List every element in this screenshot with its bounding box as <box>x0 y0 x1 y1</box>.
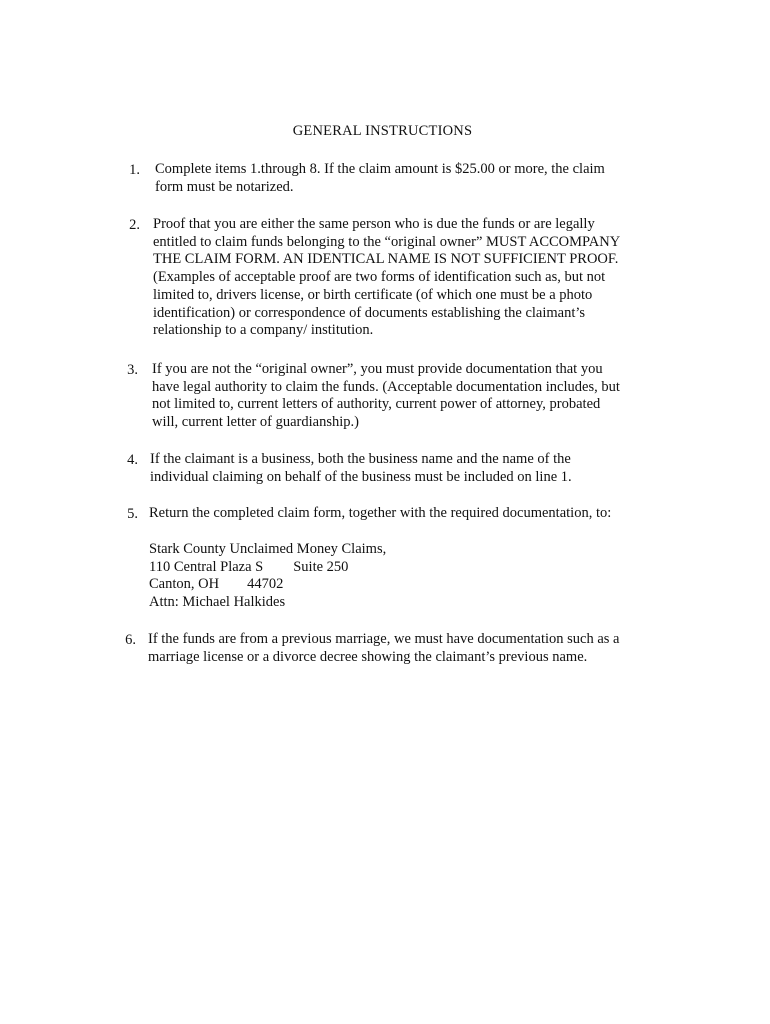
text-line: entitled to claim funds belonging to the “original owner” MUST ACCOMPANY <box>153 233 621 250</box>
text-line: If the funds are from a previous marriage, we must have documentation such as a <box>148 631 620 647</box>
item-text <box>155 161 665 196</box>
address-attn: Attn: Michael Halkides <box>149 594 286 611</box>
text-line: form must be notarized. <box>155 178 294 195</box>
text-line: THE CLAIM FORM. AN IDENTICAL NAME IS NOT SUFFICIENT PROOF. <box>153 251 619 268</box>
text-line: not limited to, current letters of authority, current power of attorney, probated <box>152 396 601 413</box>
text-line: have legal authority to claim the funds. (Acceptable documentation includes, but <box>152 378 620 395</box>
address-city-line <box>149 576 386 594</box>
text-line: identification) or correspondence of documents establishing the claimant’s <box>153 304 586 321</box>
item-text <box>148 631 658 666</box>
page-title: GENERAL INSTRUCTIONS <box>292 123 473 139</box>
mailing-address <box>149 541 386 612</box>
text-line: (Examples of acceptable proof are two forms of identification such as, but not <box>153 269 606 286</box>
item-number: 5. <box>127 506 138 522</box>
address-name: Stark County Unclaimed Money Claims, <box>149 541 387 557</box>
text-line: individual claiming on behalf of the business must be included on line 1. <box>150 468 572 485</box>
text-line: relationship to a company/ institution. <box>153 322 374 339</box>
text-line: Return the completed claim form, together with the required documentation, to: <box>149 505 612 521</box>
item-number: 2. <box>129 217 140 233</box>
text-line: Proof that you are either the same person who is due the funds or are legally <box>153 216 595 232</box>
text-line: If the claimant is a business, both the business name and the name of the <box>150 451 571 467</box>
address-suite: Suite 250 <box>293 558 349 575</box>
item-text <box>150 451 660 486</box>
text-line: will, current letter of guardianship.) <box>152 414 359 431</box>
text-line: Complete items 1.through 8. If the claim amount is $25.00 or more, the claim <box>155 161 605 177</box>
text-line: If you are not the “original owner”, you must provide documentation that you <box>152 361 603 377</box>
address-street: 110 Central Plaza S <box>149 558 264 575</box>
item-text <box>152 361 662 432</box>
item-text <box>153 216 663 340</box>
address-city: Canton, OH <box>149 576 220 593</box>
item-number: 4. <box>127 452 138 468</box>
address-zip: 44702 <box>247 576 284 593</box>
item-text <box>149 505 659 523</box>
item-number: 1. <box>129 162 140 178</box>
text-line: marriage license or a divorce decree showing the claimant’s previous name. <box>148 648 588 665</box>
item-number: 6. <box>125 632 136 648</box>
text-line: limited to, drivers license, or birth certificate (of which one must be a photo <box>153 286 593 303</box>
item-number: 3. <box>127 362 138 378</box>
address-street-line <box>149 559 386 577</box>
